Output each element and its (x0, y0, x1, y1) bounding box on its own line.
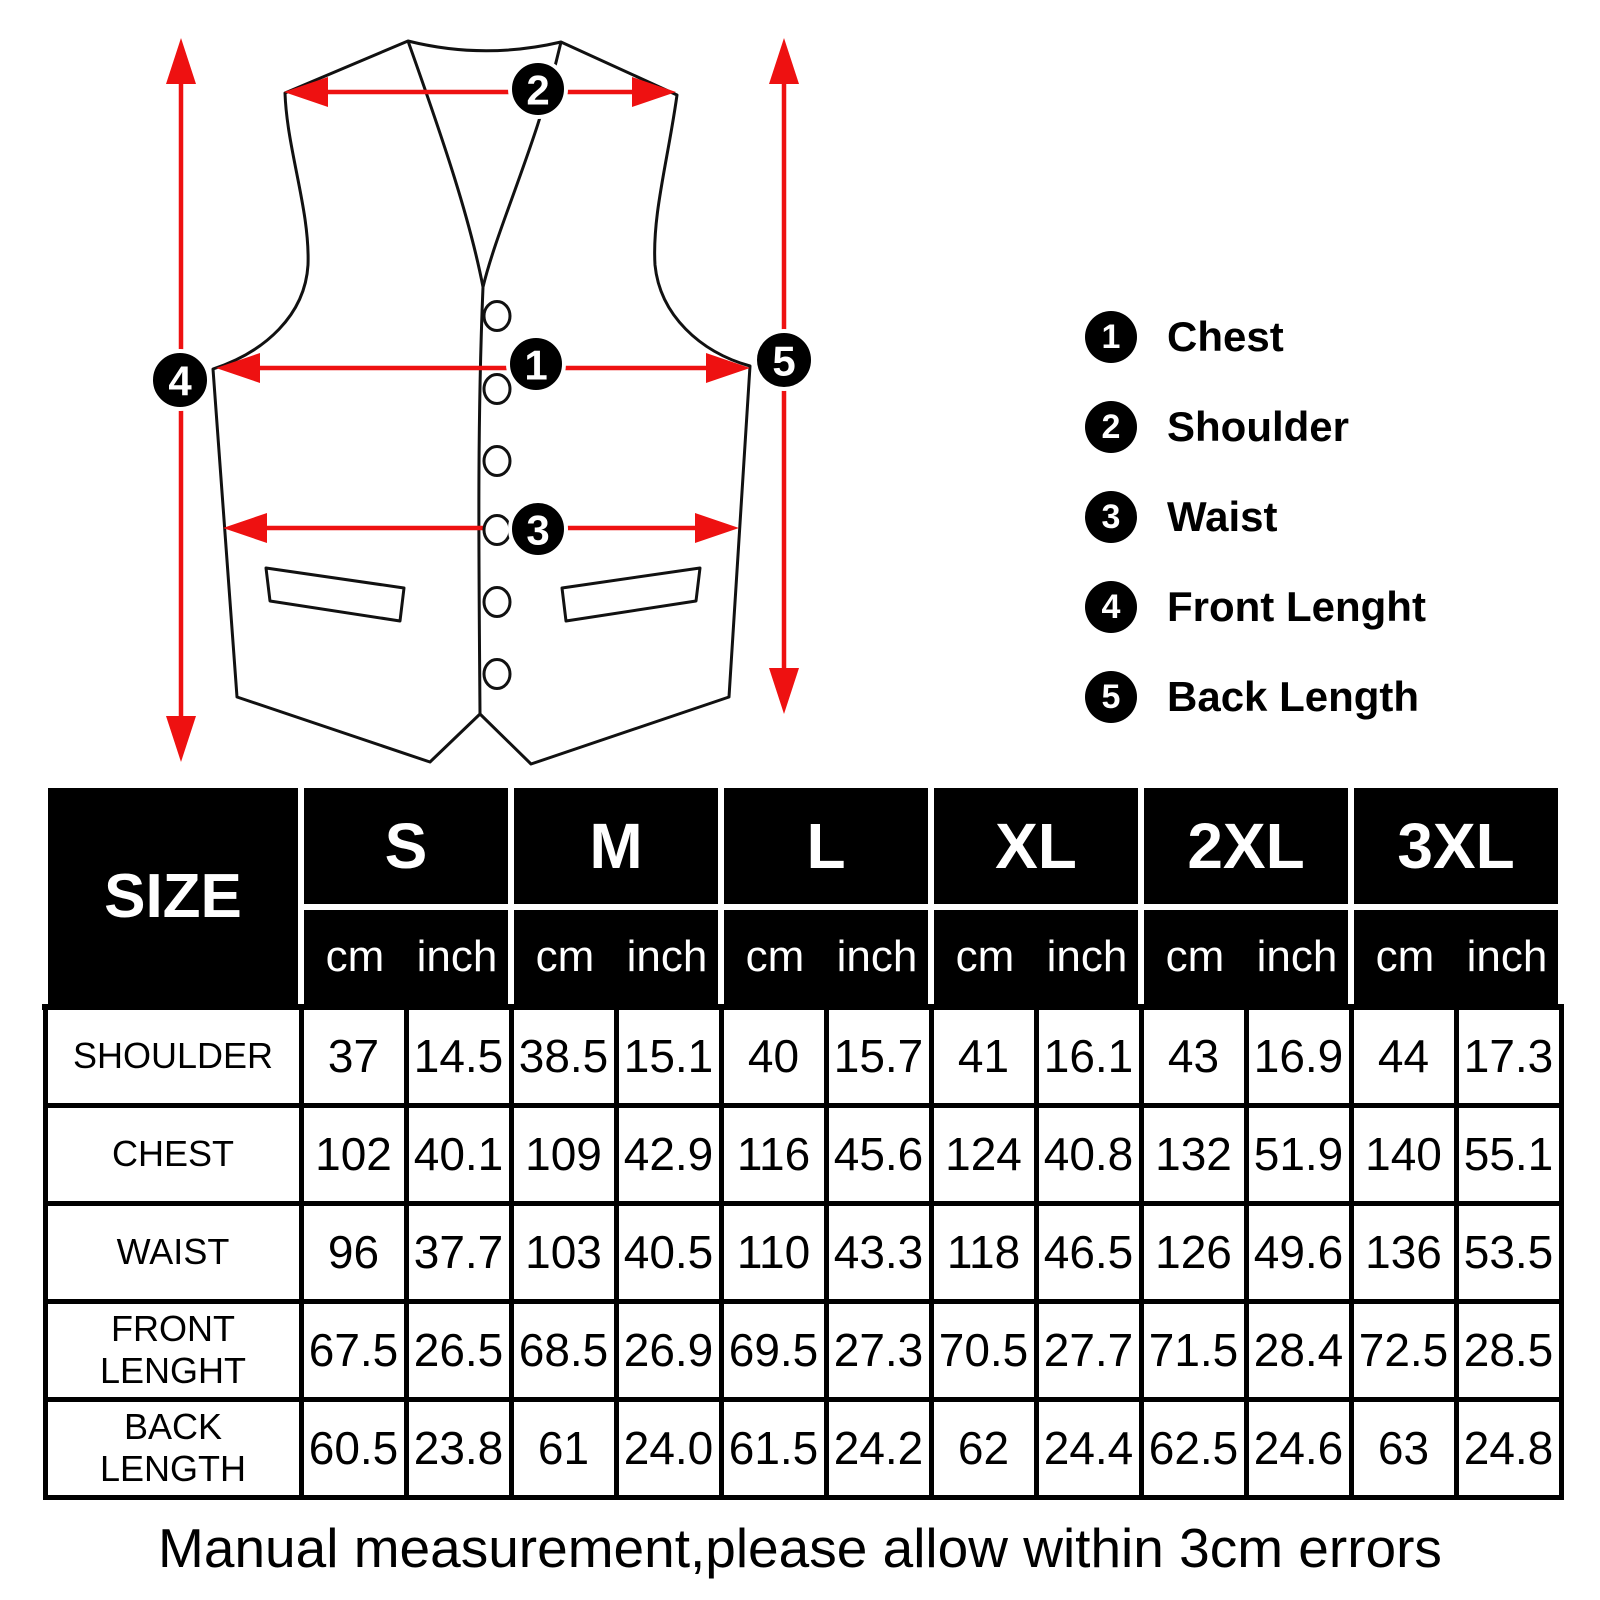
legend-label: Front Lenght (1167, 583, 1426, 630)
table-row-front-lenght (45, 1301, 1561, 1399)
measurement-note: Manual measurement,please allow within 3cm errors (158, 1517, 1442, 1579)
unit-label-inch: inch (836, 932, 918, 981)
legend-label: Shoulder (1167, 403, 1350, 450)
legend-label: Chest (1167, 313, 1284, 360)
measurement-value: 110 (721, 1203, 826, 1301)
measurement-value: 62.5 (1141, 1399, 1246, 1497)
measurement-value: 28.5 (1456, 1301, 1561, 1399)
row-label: FRONT LENGHT (45, 1301, 301, 1399)
measurement-value: 67.5 (301, 1301, 406, 1399)
legend-item-waist (1085, 490, 1426, 544)
measurement-value: 132 (1141, 1105, 1246, 1203)
measurement-value: 15.1 (616, 1007, 721, 1105)
legend-badge-4: 4 (1085, 581, 1137, 633)
unit-header-m (511, 907, 721, 1007)
badge-1-chest: 1 (524, 341, 548, 389)
measurement-value: 96 (301, 1203, 406, 1301)
measurement-value: 14.5 (406, 1007, 511, 1105)
measurement-value: 43.3 (826, 1203, 931, 1301)
unit-label-cm: cm (1375, 932, 1435, 981)
measurement-value: 68.5 (511, 1301, 616, 1399)
measurement-value: 61.5 (721, 1399, 826, 1497)
measurement-value: 27.7 (1036, 1301, 1141, 1399)
measurement-value: 62 (931, 1399, 1036, 1497)
table-row-waist (45, 1203, 1561, 1301)
measurement-value: 24.4 (1036, 1399, 1141, 1497)
badge-3-waist: 3 (526, 506, 550, 554)
measurement-value: 63 (1351, 1399, 1456, 1497)
measurement-value: 24.0 (616, 1399, 721, 1497)
measurement-value: 71.5 (1141, 1301, 1246, 1399)
measurement-value: 40.5 (616, 1203, 721, 1301)
measurement-value: 70.5 (931, 1301, 1036, 1399)
measurement-value: 43 (1141, 1007, 1246, 1105)
measurement-value: 136 (1351, 1203, 1456, 1301)
legend-item-back-length (1085, 670, 1426, 724)
unit-label-inch: inch (416, 932, 498, 981)
size-column-header-l: L (721, 785, 931, 907)
measurement-value: 49.6 (1246, 1203, 1351, 1301)
measurement-value: 38.5 (511, 1007, 616, 1105)
size-corner-header: SIZE (45, 785, 301, 1007)
unit-label-inch: inch (1466, 932, 1548, 981)
unit-label-inch: inch (1256, 932, 1338, 981)
badge-5-back-length: 5 (772, 337, 796, 385)
size-table (42, 782, 1564, 1500)
legend-badge-3: 3 (1085, 491, 1137, 543)
table-row-back-length (45, 1399, 1561, 1497)
measurement-value: 61 (511, 1399, 616, 1497)
vest-measurement-diagram (0, 0, 830, 780)
unit-label-inch: inch (1046, 932, 1128, 981)
unit-header-s (301, 907, 511, 1007)
unit-header-l (721, 907, 931, 1007)
badge-4-front-length: 4 (168, 357, 192, 405)
measurement-value: 41 (931, 1007, 1036, 1105)
measurement-value: 44 (1351, 1007, 1456, 1105)
measurement-value: 45.6 (826, 1105, 931, 1203)
measurement-value: 26.5 (406, 1301, 511, 1399)
row-label: SHOULDER (45, 1007, 301, 1105)
measurement-value: 24.8 (1456, 1399, 1561, 1497)
measurement-legend (1085, 310, 1426, 760)
legend-item-front-lenght (1085, 580, 1426, 634)
measurement-value: 109 (511, 1105, 616, 1203)
size-column-header-s: S (301, 785, 511, 907)
measurement-value: 140 (1351, 1105, 1456, 1203)
measurement-value: 51.9 (1246, 1105, 1351, 1203)
legend-badge-1: 1 (1085, 311, 1137, 363)
legend-item-shoulder (1085, 400, 1426, 454)
measurement-value: 27.3 (826, 1301, 931, 1399)
measurement-value: 124 (931, 1105, 1036, 1203)
legend-badge-5: 5 (1085, 671, 1137, 723)
measurement-value: 40.1 (406, 1105, 511, 1203)
measurement-value: 40 (721, 1007, 826, 1105)
size-column-header-xl: XL (931, 785, 1141, 907)
measurement-value: 60.5 (301, 1399, 406, 1497)
measurement-value: 16.1 (1036, 1007, 1141, 1105)
measurement-value: 24.6 (1246, 1399, 1351, 1497)
measurement-value: 118 (931, 1203, 1036, 1301)
legend-item-chest (1085, 310, 1426, 364)
measurement-value: 116 (721, 1105, 826, 1203)
measurement-value: 26.9 (616, 1301, 721, 1399)
measurement-value: 69.5 (721, 1301, 826, 1399)
measurement-value: 23.8 (406, 1399, 511, 1497)
measurement-value: 40.8 (1036, 1105, 1141, 1203)
legend-badge-2: 2 (1085, 401, 1137, 453)
unit-label-cm: cm (325, 932, 385, 981)
measurement-value: 46.5 (1036, 1203, 1141, 1301)
unit-label-cm: cm (535, 932, 595, 981)
vest-outline (213, 41, 750, 764)
size-column-header-3xl: 3XL (1351, 785, 1561, 907)
table-row-shoulder (45, 1007, 1561, 1105)
unit-label-cm: cm (1165, 932, 1225, 981)
measurement-value: 24.2 (826, 1399, 931, 1497)
measurement-value: 126 (1141, 1203, 1246, 1301)
measurement-value: 103 (511, 1203, 616, 1301)
table-row-chest (45, 1105, 1561, 1203)
measurement-value: 72.5 (1351, 1301, 1456, 1399)
size-column-header-m: M (511, 785, 721, 907)
unit-header-2xl (1141, 907, 1351, 1007)
measurement-value: 28.4 (1246, 1301, 1351, 1399)
legend-label: Back Length (1167, 673, 1420, 720)
row-label: CHEST (45, 1105, 301, 1203)
unit-header-3xl (1351, 907, 1561, 1007)
measurement-value: 42.9 (616, 1105, 721, 1203)
unit-label-inch: inch (626, 932, 708, 981)
unit-header-xl (931, 907, 1141, 1007)
badge-2-shoulder: 2 (526, 66, 550, 114)
measurement-value: 16.9 (1246, 1007, 1351, 1105)
legend-label: Waist (1167, 493, 1278, 540)
measurement-value: 102 (301, 1105, 406, 1203)
measurement-value: 37 (301, 1007, 406, 1105)
measurement-value: 17.3 (1456, 1007, 1561, 1105)
measurement-value: 55.1 (1456, 1105, 1561, 1203)
row-label: BACK LENGTH (45, 1399, 301, 1497)
measurement-value: 37.7 (406, 1203, 511, 1301)
size-column-header-2xl: 2XL (1141, 785, 1351, 907)
measurement-value: 53.5 (1456, 1203, 1561, 1301)
measurement-value: 15.7 (826, 1007, 931, 1105)
unit-label-cm: cm (745, 932, 805, 981)
row-label: WAIST (45, 1203, 301, 1301)
unit-label-cm: cm (955, 932, 1015, 981)
